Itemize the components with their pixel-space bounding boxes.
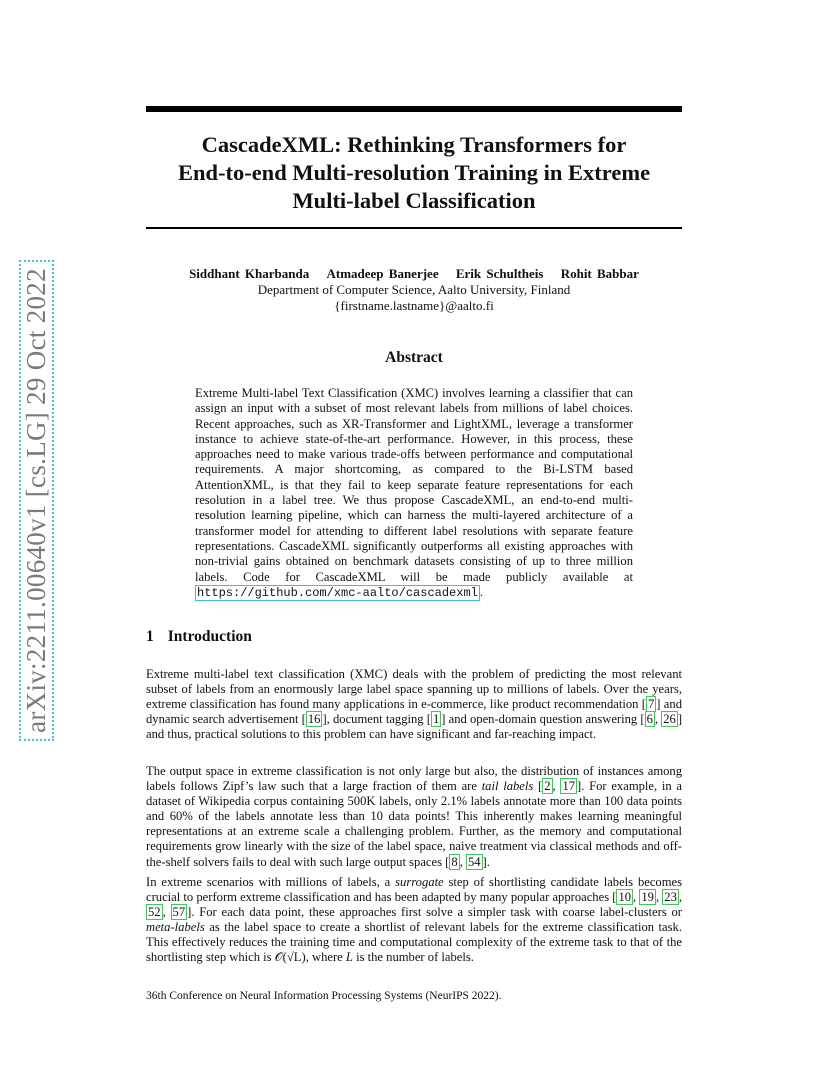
conference-footer: 36th Conference on Neural Information Processing Systems (NeurIPS 2022). (146, 990, 502, 1002)
author-name: Rohit Babbar (560, 266, 639, 281)
emphasis: meta-labels (146, 920, 205, 935)
citation-link[interactable]: 10 (618, 890, 632, 905)
author-block (146, 266, 682, 314)
section-heading-introduction (146, 628, 682, 646)
intro-paragraph-3: In extreme scenarios with millions of labels, a surrogate step of shortlisting candidate labels becomes crucial to perform extreme classification and has been adapted by many popular approaches [ 10 , 19 , 23 , 52 , 57 ]. For each data point, these approaches first solve a simpler task with coarse label-clusters or meta-labels as the label space to create a shortlist of relevant labels for the extreme classification task. This effectively reduces the training time and computational complexity of the extreme task to that of the shortlisting step which is 𝒪(√L), where L is the number of labels. (146, 875, 683, 965)
code-link[interactable]: https://github.com/xmc-aalto/cascadexml (197, 585, 478, 600)
emphasis: surrogate (395, 875, 444, 889)
author-name: Erik Schultheis (455, 266, 544, 281)
title-top-rule (146, 106, 682, 112)
citation-link[interactable]: 57 (172, 905, 186, 920)
abstract-text (195, 386, 633, 601)
citation-link[interactable]: 16 (307, 712, 321, 727)
citation-link[interactable]: 1 (432, 712, 440, 727)
citation-link[interactable]: 52 (148, 905, 161, 920)
abstract-body: Extreme Multi-label Text Classification (XMC) involves learning a classifier that can assign an input with a subset of most relevant labels from millions of label choices. Recent approaches, such as XR-Transformer and LightXML, leverage a transformer instance to achieve state-of-the-art performance. However, in this process, these approaches need to make various trade-offs between performance and computational requirements. A major shortcoming, as compared to the Bi-LSTM based AttentionXML, is that they fail to keep separate feature representations for each resolution in a label tree. We thus propose CascadeXML, an end-to-end multi-resolution learning pipeline, which can harness the multi-layered architecture of a transformer model for attending to different label resolutions with separate feature representations. CascadeXML significantly outperforms all existing approaches with non-trivial gains obtained on benchmark datasets consisting of up to three million labels. Code for CascadeXML will be made publicly available at (195, 386, 633, 584)
section-title: Introduction (167, 628, 252, 645)
affiliation: Department of Computer Science, Aalto University, Finland (257, 282, 571, 297)
paper-title (146, 131, 682, 215)
arxiv-stamp (18, 260, 54, 740)
complexity-math: 𝒪(√L) (274, 950, 306, 965)
citation-link[interactable]: 17 (562, 779, 576, 794)
title-line: End-to-end Multi-resolution Training in Extreme (177, 160, 651, 185)
title-bottom-rule (146, 227, 682, 229)
title-line: CascadeXML: Rethinking Transformers for (201, 132, 627, 157)
citation-link[interactable]: 19 (641, 890, 654, 905)
author-names (146, 266, 682, 282)
citation-link[interactable]: 23 (664, 890, 677, 905)
citation-link[interactable]: 2 (544, 779, 551, 794)
abstract-end: . (479, 584, 484, 599)
author-name: Atmadeep Banerjee (326, 266, 439, 281)
citation-link[interactable]: 7 (647, 697, 655, 712)
title-line: Multi-label Classification (292, 188, 536, 213)
citation-link[interactable]: 26 (663, 712, 676, 727)
math-variable: L (345, 950, 353, 965)
arxiv-identifier: arXiv:2211.00640v1 [cs.LG] 29 Oct 2022 (19, 260, 54, 741)
author-name: Siddhant Kharbanda (189, 266, 310, 281)
citation-link[interactable]: 6 (646, 712, 653, 727)
citation-link[interactable]: 54 (467, 854, 481, 869)
intro-paragraph-2: The output space in extreme classification is not only large but also, the distribution of instances among labels follows Zipf’s law such that a large fraction of them are tail labels [ 2 , 17 ]. For example, in a dataset of Wikipedia corpus containing 500K labels, only 2.1% labels annotate more than 100 data points and 60% of the labels annotate less than 10 data points! This inherently makes learning meaningful representations at an extreme scale a challenging problem. Further, as the memory and computational requirements grow linearly with the size of the label space, naive treatment via classical methods and off-the-shelf solvers fails to deal with such large output spaces [ 8 , 54 ]. (146, 764, 683, 869)
citation-link[interactable]: 8 (451, 854, 458, 869)
emphasis: tail labels (481, 779, 534, 794)
intro-paragraph-1: Extreme multi-label text classification (XMC) deals with the problem of predicting the most relevant subset of labels from an enormously large label space spanning up to millions of labels. Over the years, extreme classification has found many applications in e-commerce, like product recommendation [ 7 ] and dynamic search advertisement [ 16 ], document tagging [ 1 ] and open-domain question answering [ 6 , 26 ] and thus, practical solutions to this problem can have significant and far-reaching impact. (146, 667, 683, 742)
author-email: {firstname.lastname}@aalto.fi (334, 298, 494, 313)
abstract-heading: Abstract (385, 349, 443, 366)
section-number: 1 (146, 628, 154, 645)
